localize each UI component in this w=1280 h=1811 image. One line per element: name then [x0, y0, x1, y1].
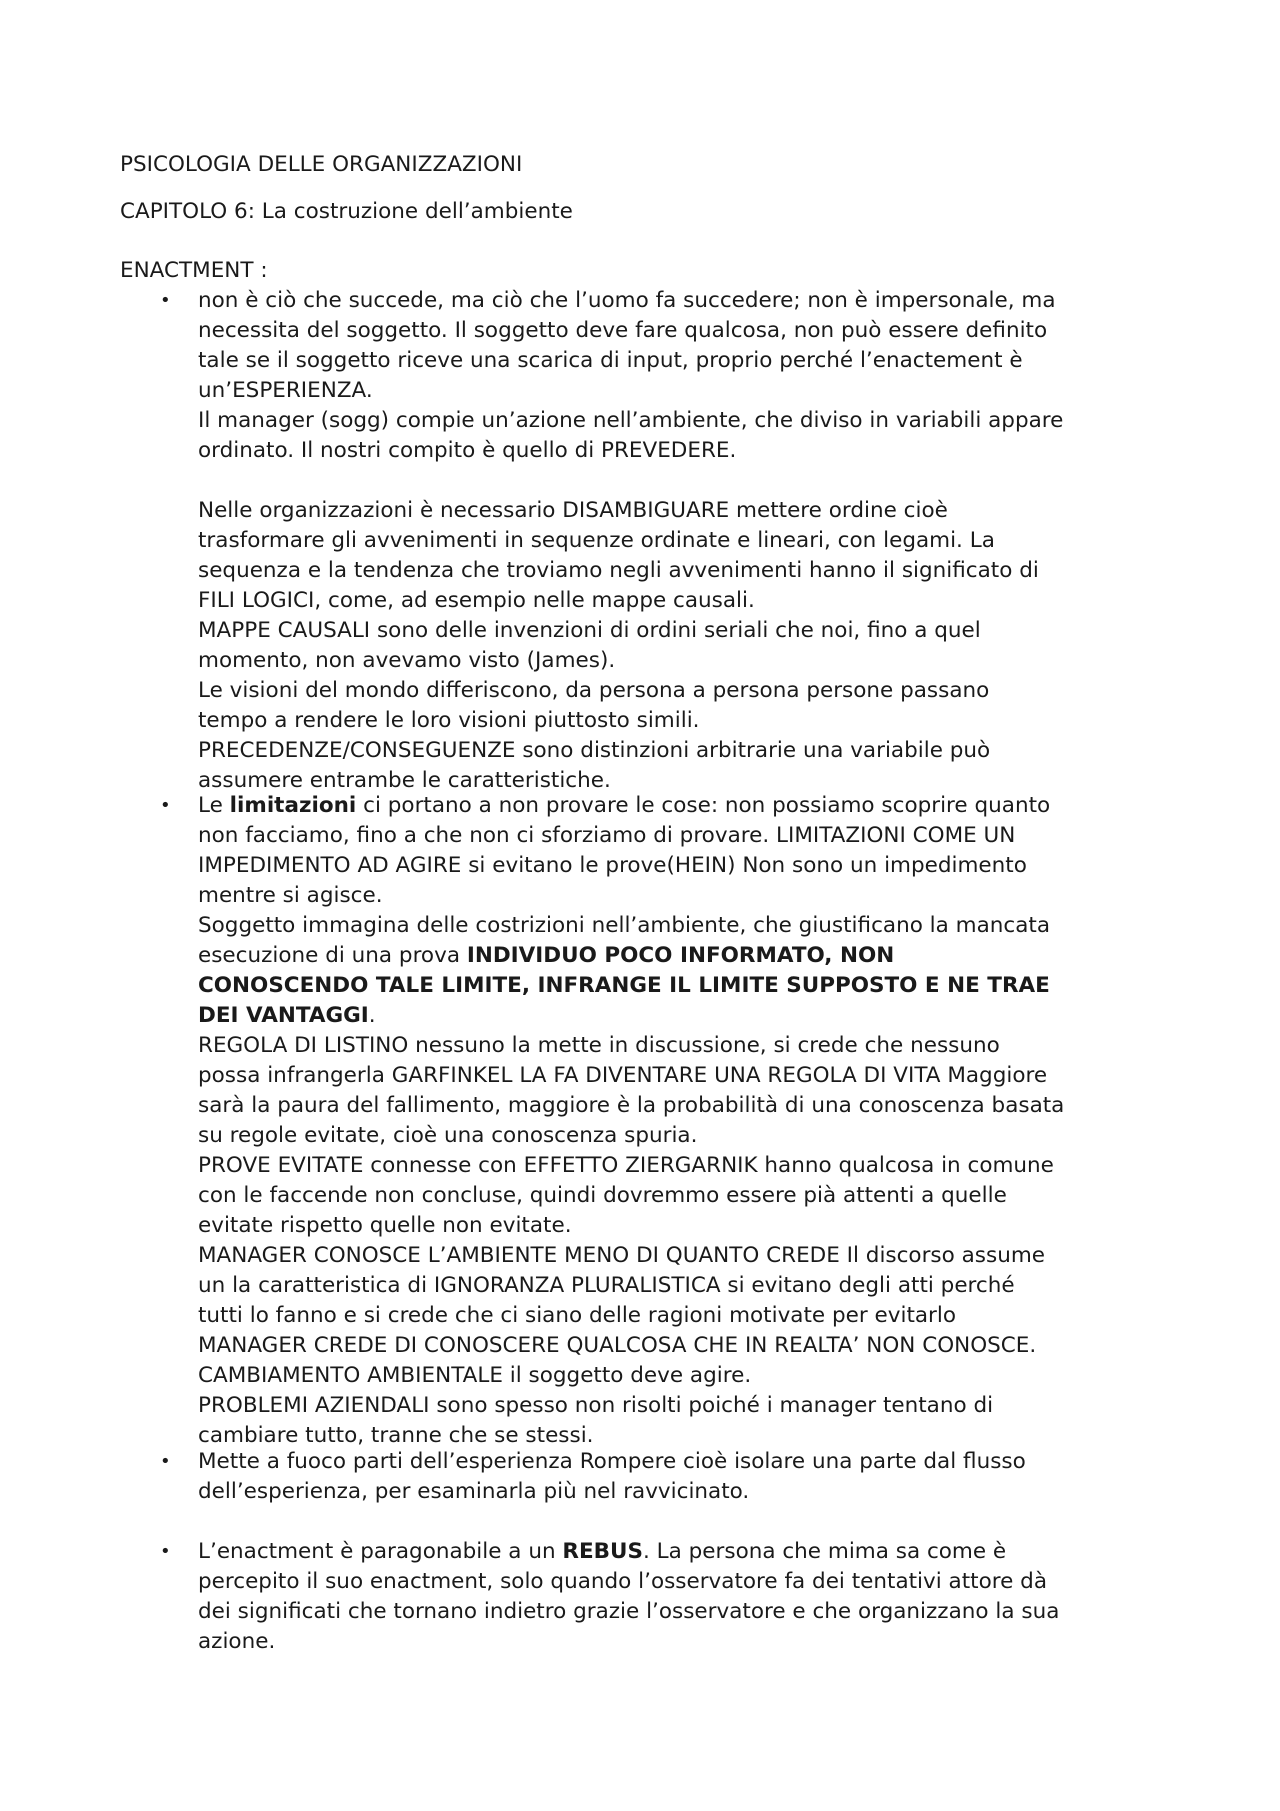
text-line: Mette a fuoco parti dell’esperienza Rompere cioè isolare una parte dal flusso — [198, 1449, 1026, 1474]
chapter-heading: CAPITOLO 6: La costruzione dell’ambiente — [120, 199, 573, 224]
text-line: MANAGER CREDE DI CONOSCERE QUALCOSA CHE IN REALTA’ NON CONOSCE. — [198, 1333, 1037, 1358]
text-line: PROVE EVITATE connesse con EFFETTO ZIERGARNIK hanno qualcosa in comune — [198, 1153, 1054, 1178]
text-line: percepito il suo enactment, solo quando l’osservatore fa dei tentativi attore dà — [198, 1569, 1047, 1594]
text-line: trasformare gli avvenimenti in sequenze ordinate e lineari, con legami. La — [198, 528, 995, 553]
text-line: necessita del soggetto. Il soggetto deve fare qualcosa, non può essere definito — [198, 318, 1048, 343]
emphasis-text: REBUS — [562, 1539, 643, 1564]
emphasis-text: DEI VANTAGGI — [198, 1003, 369, 1028]
text-line: evitate rispetto quelle non evitate. — [198, 1213, 572, 1238]
bullet-marker: • — [160, 795, 171, 816]
bullet-item-text — [198, 1447, 1026, 1507]
bullet-item-text — [198, 286, 1063, 796]
text-line: Le limitazioni ci portano a non provare le cose: non possiamo scoprire quanto — [198, 793, 1051, 818]
text-line: Le visioni del mondo differiscono, da persona a persona persone passano — [198, 678, 990, 703]
text-line: tutti lo fanno e si crede che ci siano delle ragioni motivate per evitarlo — [198, 1303, 957, 1328]
text-line: tempo a rendere le loro visioni piuttosto simili. — [198, 708, 700, 733]
bullet-item-text — [198, 791, 1064, 1451]
text-line: sarà la paura del fallimento, maggiore è la probabilità di una conoscenza basata — [198, 1093, 1065, 1118]
text-line: ordinato. Il nostri compito è quello di PREVEDERE. — [198, 438, 737, 463]
emphasis-text: CONOSCENDO TALE LIMITE, INFRANGE IL LIMITE SUPPOSTO E NE TRAE — [198, 973, 1050, 998]
text-line: MAPPE CAUSALI sono delle invenzioni di ordini seriali che noi, fino a quel — [198, 618, 981, 643]
text-line: azione. — [198, 1629, 276, 1654]
text-line: REGOLA DI LISTINO nessuno la mette in discussione, si crede che nessuno — [198, 1033, 1000, 1058]
bullet-marker: • — [160, 290, 171, 311]
text-line: cambiare tutto, tranne che se stessi. — [198, 1423, 594, 1448]
bullet-marker: • — [160, 1541, 171, 1562]
bullet-item-text — [198, 1537, 1059, 1657]
text-line: esecuzione di una prova INDIVIDUO POCO INFORMATO, NON — [198, 943, 895, 968]
text-line: mentre si agisce. — [198, 883, 383, 908]
text-line: Soggetto immagina delle costrizioni nell’ambiente, che giustificano la mancata — [198, 913, 1051, 938]
text-line: momento, non avevamo visto (James). — [198, 648, 616, 673]
emphasis-text: INDIVIDUO POCO INFORMATO, NON — [466, 943, 895, 968]
text-line: Il manager (sogg) compie un’azione nell’ambiente, che diviso in variabili appare — [198, 408, 1064, 433]
text-line: non è ciò che succede, ma ciò che l’uomo fa succedere; non è impersonale, ma — [198, 288, 1056, 313]
text-line: dell’esperienza, per esaminarla più nel ravvicinato. — [198, 1479, 750, 1504]
text-line: su regole evitate, cioè una conoscenza spuria. — [198, 1123, 698, 1148]
text-line: sequenza e la tendenza che troviamo negli avvenimenti hanno il significato di — [198, 558, 1039, 583]
text-line: non facciamo, fino a che non ci sforziamo di provare. LIMITAZIONI COME UN — [198, 823, 1016, 848]
text-line: MANAGER CONOSCE L’AMBIENTE MENO DI QUANTO CREDE Il discorso assume — [198, 1243, 1045, 1268]
text-line: FILI LOGICI, come, ad esempio nelle mappe causali. — [198, 588, 755, 613]
text-line: con le faccende non concluse, quindi dovremmo essere pià attenti a quelle — [198, 1183, 1007, 1208]
text-line: Nelle organizzazioni è necessario DISAMBIGUARE mettere ordine cioè — [198, 498, 948, 523]
text-line: PROBLEMI AZIENDALI sono spesso non risolti poiché i manager tentano di — [198, 1393, 994, 1418]
emphasis-text: limitazioni — [229, 793, 357, 818]
text-line: IMPEDIMENTO AD AGIRE si evitano le prove(HEIN) Non sono un impedimento — [198, 853, 1027, 878]
text-line: assumere entrambe le caratteristiche. — [198, 768, 611, 793]
text-line: tale se il soggetto riceve una scarica di input, proprio perché l’enactement è — [198, 348, 1023, 373]
text-line: L’enactment è paragonabile a un REBUS. La persona che mima sa come è — [198, 1539, 1007, 1564]
text-line: CAMBIAMENTO AMBIENTALE il soggetto deve agire. — [198, 1363, 752, 1388]
document-title: PSICOLOGIA DELLE ORGANIZZAZIONI — [120, 152, 523, 177]
text-line: possa infrangerla GARFINKEL LA FA DIVENTARE UNA REGOLA DI VITA Maggiore — [198, 1063, 1048, 1088]
text-line: PRECEDENZE/CONSEGUENZE sono distinzioni arbitrarie una variabile può — [198, 738, 991, 763]
text-line: dei significati che tornano indietro grazie l’osservatore e che organizzano la sua — [198, 1599, 1060, 1624]
text-line — [198, 971, 1064, 1001]
section-heading: ENACTMENT : — [120, 258, 268, 283]
text-line: un la caratteristica di IGNORANZA PLURALISTICA si evitano degli atti perché — [198, 1273, 1015, 1298]
text-line: un’ESPERIENZA. — [198, 378, 373, 403]
bullet-marker: • — [160, 1451, 171, 1472]
text-line: DEI VANTAGGI. — [198, 1003, 376, 1028]
